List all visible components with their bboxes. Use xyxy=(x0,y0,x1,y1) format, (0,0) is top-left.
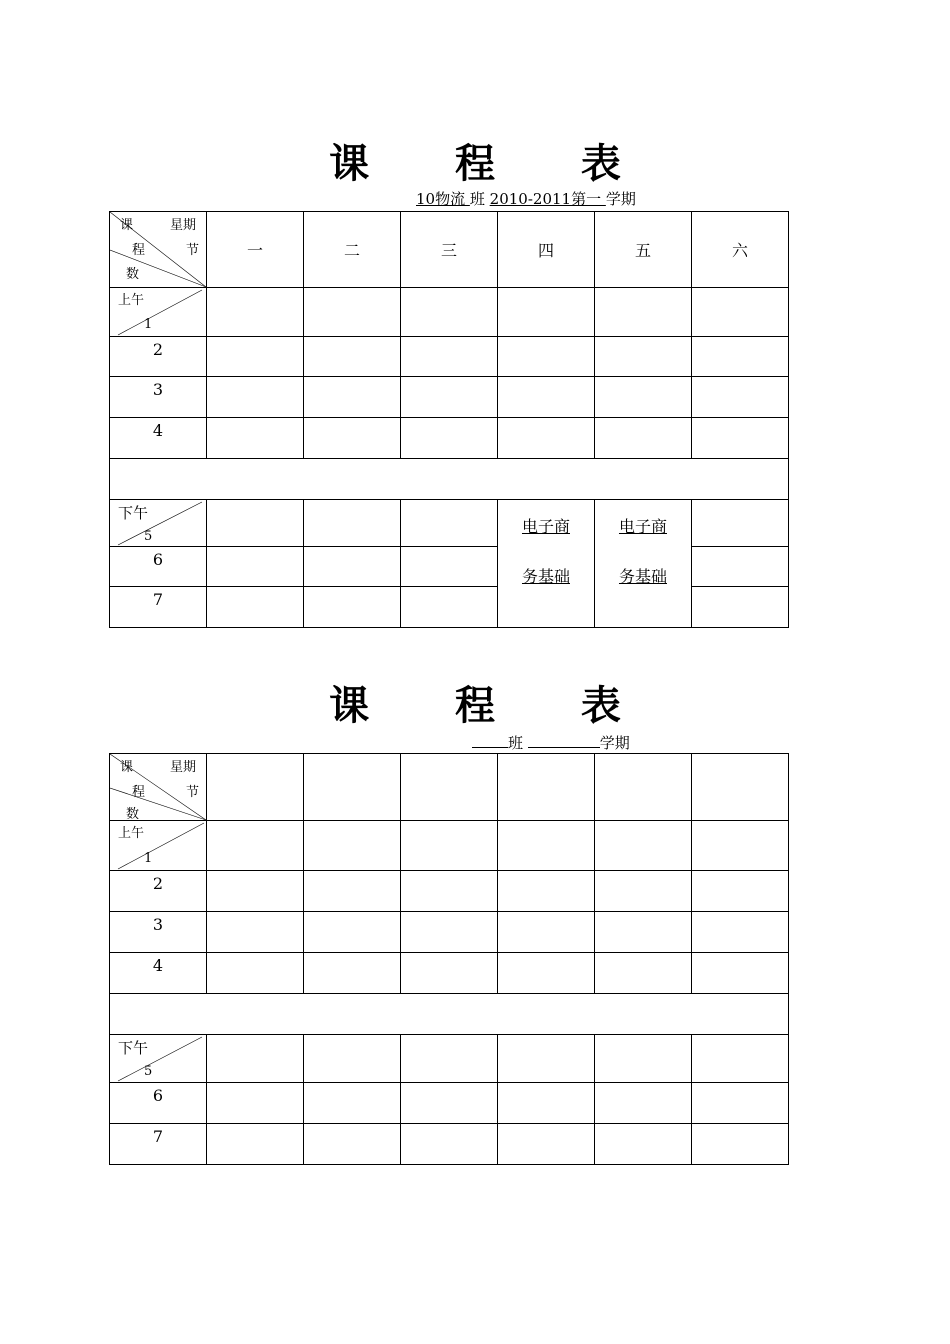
period-row xyxy=(110,337,789,377)
corner-top-left: 课 xyxy=(120,760,134,775)
corner-top-right: 星期 xyxy=(170,760,197,775)
schedule-cell xyxy=(207,912,304,953)
schedule-cell xyxy=(401,953,498,994)
day-header-cell xyxy=(692,754,789,821)
lunch-break-cell xyxy=(110,459,789,500)
schedule-cell xyxy=(692,337,789,377)
period-row xyxy=(110,912,789,953)
afternoon-label: 下午 xyxy=(118,1039,149,1057)
schedule-cell xyxy=(401,337,498,377)
schedule-table-1 xyxy=(109,211,789,628)
schedule-cell xyxy=(498,821,595,871)
schedule-cell xyxy=(692,500,789,547)
day-header-cell xyxy=(207,754,304,821)
schedule-cell xyxy=(304,500,401,547)
schedule-cell xyxy=(207,1083,304,1124)
schedule-cell xyxy=(498,1124,595,1165)
corner-cell xyxy=(110,754,207,821)
schedule-cell xyxy=(207,288,304,337)
class-name-value: 10物流 xyxy=(416,190,470,208)
schedule-cell xyxy=(401,587,498,628)
corner-bottom-left: 数 xyxy=(126,267,140,282)
schedule-cell xyxy=(692,288,789,337)
schedule-cell xyxy=(595,912,692,953)
period-row xyxy=(110,418,789,459)
schedule-cell xyxy=(304,953,401,994)
schedule-cell xyxy=(207,377,304,418)
period-row xyxy=(110,377,789,418)
schedule-cell xyxy=(498,871,595,912)
day-header-wed: 三 xyxy=(401,212,498,288)
course-name-line1: 电子商 xyxy=(618,517,667,536)
schedule-cell xyxy=(304,547,401,587)
schedule-cell xyxy=(595,871,692,912)
corner-mid-left: 程 xyxy=(132,243,146,258)
header-row xyxy=(110,212,789,288)
period-number: 2 xyxy=(110,337,207,377)
schedule-cell xyxy=(692,821,789,871)
corner-mid-left: 程 xyxy=(132,785,146,800)
schedule-cell xyxy=(498,912,595,953)
schedule-cell xyxy=(498,1083,595,1124)
corner-cell xyxy=(110,212,207,288)
period-number: 2 xyxy=(110,871,207,912)
period-row xyxy=(110,1124,789,1165)
period-number: 4 xyxy=(110,418,207,459)
schedule-cell xyxy=(692,587,789,628)
schedule-cell xyxy=(595,288,692,337)
morning-period-1-cell xyxy=(110,288,207,337)
lunch-break-cell xyxy=(110,994,789,1035)
course-name-line2: 务基础 xyxy=(618,567,667,586)
break-row xyxy=(110,459,789,500)
course-thursday-afternoon xyxy=(498,500,595,628)
schedule-cell xyxy=(207,871,304,912)
term-label: 学期 xyxy=(605,190,636,208)
schedule-cell xyxy=(207,547,304,587)
schedule-title-2: 课 程 表 xyxy=(329,683,657,729)
course-friday-afternoon xyxy=(595,500,692,628)
schedule-cell xyxy=(692,1124,789,1165)
morning-label: 上午 xyxy=(118,826,145,841)
schedule-cell xyxy=(207,1035,304,1083)
break-row xyxy=(110,994,789,1035)
schedule-cell xyxy=(304,288,401,337)
schedule-cell xyxy=(207,587,304,628)
term-label: 学期 xyxy=(599,734,630,752)
schedule-cell xyxy=(692,547,789,587)
period-number: 5 xyxy=(144,529,153,544)
schedule-cell xyxy=(498,377,595,418)
corner-mid-right: 节 xyxy=(186,243,200,258)
schedule-cell xyxy=(595,1035,692,1083)
schedule-cell xyxy=(595,418,692,459)
period-number: 7 xyxy=(110,1124,207,1165)
schedule-cell xyxy=(692,1035,789,1083)
schedule-cell xyxy=(304,1035,401,1083)
schedule-cell xyxy=(207,418,304,459)
schedule-title-1: 课 程 表 xyxy=(329,141,657,187)
schedule-cell xyxy=(595,337,692,377)
period-number: 3 xyxy=(110,912,207,953)
schedule-cell xyxy=(692,418,789,459)
schedule-cell xyxy=(207,821,304,871)
period-row xyxy=(110,288,789,337)
morning-period-1-cell xyxy=(110,821,207,871)
schedule-cell xyxy=(401,821,498,871)
schedule-cell xyxy=(498,418,595,459)
schedule-cell xyxy=(401,871,498,912)
day-header-mon: 一 xyxy=(207,212,304,288)
schedule-cell xyxy=(595,953,692,994)
schedule-cell xyxy=(692,377,789,418)
schedule-cell xyxy=(498,337,595,377)
schedule-cell xyxy=(692,871,789,912)
schedule-cell xyxy=(401,912,498,953)
schedule-cell xyxy=(692,912,789,953)
schedule-subtitle-1 xyxy=(416,190,636,208)
schedule-cell xyxy=(401,288,498,337)
period-row xyxy=(110,500,789,547)
schedule-cell xyxy=(401,500,498,547)
term-value: 2010-2011第一 xyxy=(489,190,606,208)
day-header-thu: 四 xyxy=(498,212,595,288)
period-row xyxy=(110,821,789,871)
schedule-cell xyxy=(304,912,401,953)
schedule-cell xyxy=(401,1124,498,1165)
schedule-cell xyxy=(304,587,401,628)
day-header-sat: 六 xyxy=(692,212,789,288)
class-blank-line xyxy=(472,733,508,748)
header-row xyxy=(110,754,789,821)
corner-top-right: 星期 xyxy=(170,218,197,233)
schedule-cell xyxy=(207,953,304,994)
corner-top-left: 课 xyxy=(120,218,134,233)
period-number: 3 xyxy=(110,377,207,418)
schedule-cell xyxy=(304,871,401,912)
period-row xyxy=(110,1035,789,1083)
course-name-line2: 务基础 xyxy=(521,567,570,586)
morning-label: 上午 xyxy=(118,293,145,308)
schedule-cell xyxy=(304,1083,401,1124)
schedule-cell xyxy=(401,377,498,418)
schedule-cell xyxy=(595,377,692,418)
period-number: 6 xyxy=(110,1083,207,1124)
day-header-cell xyxy=(498,754,595,821)
period-row xyxy=(110,953,789,994)
course-name-line1: 电子商 xyxy=(521,517,570,536)
class-label: 班 xyxy=(469,190,485,208)
schedule-cell xyxy=(304,1124,401,1165)
schedule-cell xyxy=(304,377,401,418)
period-number: 5 xyxy=(144,1064,153,1079)
day-header-cell xyxy=(595,754,692,821)
schedule-cell xyxy=(595,1124,692,1165)
schedule-cell xyxy=(498,1035,595,1083)
schedule-cell xyxy=(207,1124,304,1165)
schedule-cell xyxy=(304,418,401,459)
schedule-cell xyxy=(498,953,595,994)
schedule-cell xyxy=(401,1083,498,1124)
schedule-cell xyxy=(595,1083,692,1124)
schedule-cell xyxy=(692,953,789,994)
corner-mid-right: 节 xyxy=(186,785,200,800)
period-number: 4 xyxy=(110,953,207,994)
period-number: 1 xyxy=(144,317,153,332)
period-number: 6 xyxy=(110,547,207,587)
corner-bottom-left: 数 xyxy=(126,807,140,822)
day-header-cell xyxy=(304,754,401,821)
class-label: 班 xyxy=(508,734,524,752)
schedule-cell xyxy=(401,547,498,587)
period-row xyxy=(110,1083,789,1124)
schedule-cell xyxy=(304,821,401,871)
schedule-cell xyxy=(304,337,401,377)
day-header-cell xyxy=(401,754,498,821)
schedule-cell xyxy=(692,1083,789,1124)
schedule-subtitle-2 xyxy=(472,733,630,752)
period-number: 7 xyxy=(110,587,207,628)
schedule-cell xyxy=(207,337,304,377)
schedule-cell xyxy=(595,821,692,871)
schedule-cell xyxy=(401,418,498,459)
schedule-cell xyxy=(498,288,595,337)
period-number: 1 xyxy=(144,851,153,866)
afternoon-label: 下午 xyxy=(118,504,149,522)
schedule-table-2 xyxy=(109,753,789,1165)
afternoon-period-5-cell xyxy=(110,1035,207,1083)
schedule-cell xyxy=(207,500,304,547)
term-blank-line xyxy=(528,733,600,748)
period-row xyxy=(110,871,789,912)
day-header-fri: 五 xyxy=(595,212,692,288)
day-header-tue: 二 xyxy=(304,212,401,288)
schedule-cell xyxy=(401,1035,498,1083)
afternoon-period-5-cell xyxy=(110,500,207,547)
